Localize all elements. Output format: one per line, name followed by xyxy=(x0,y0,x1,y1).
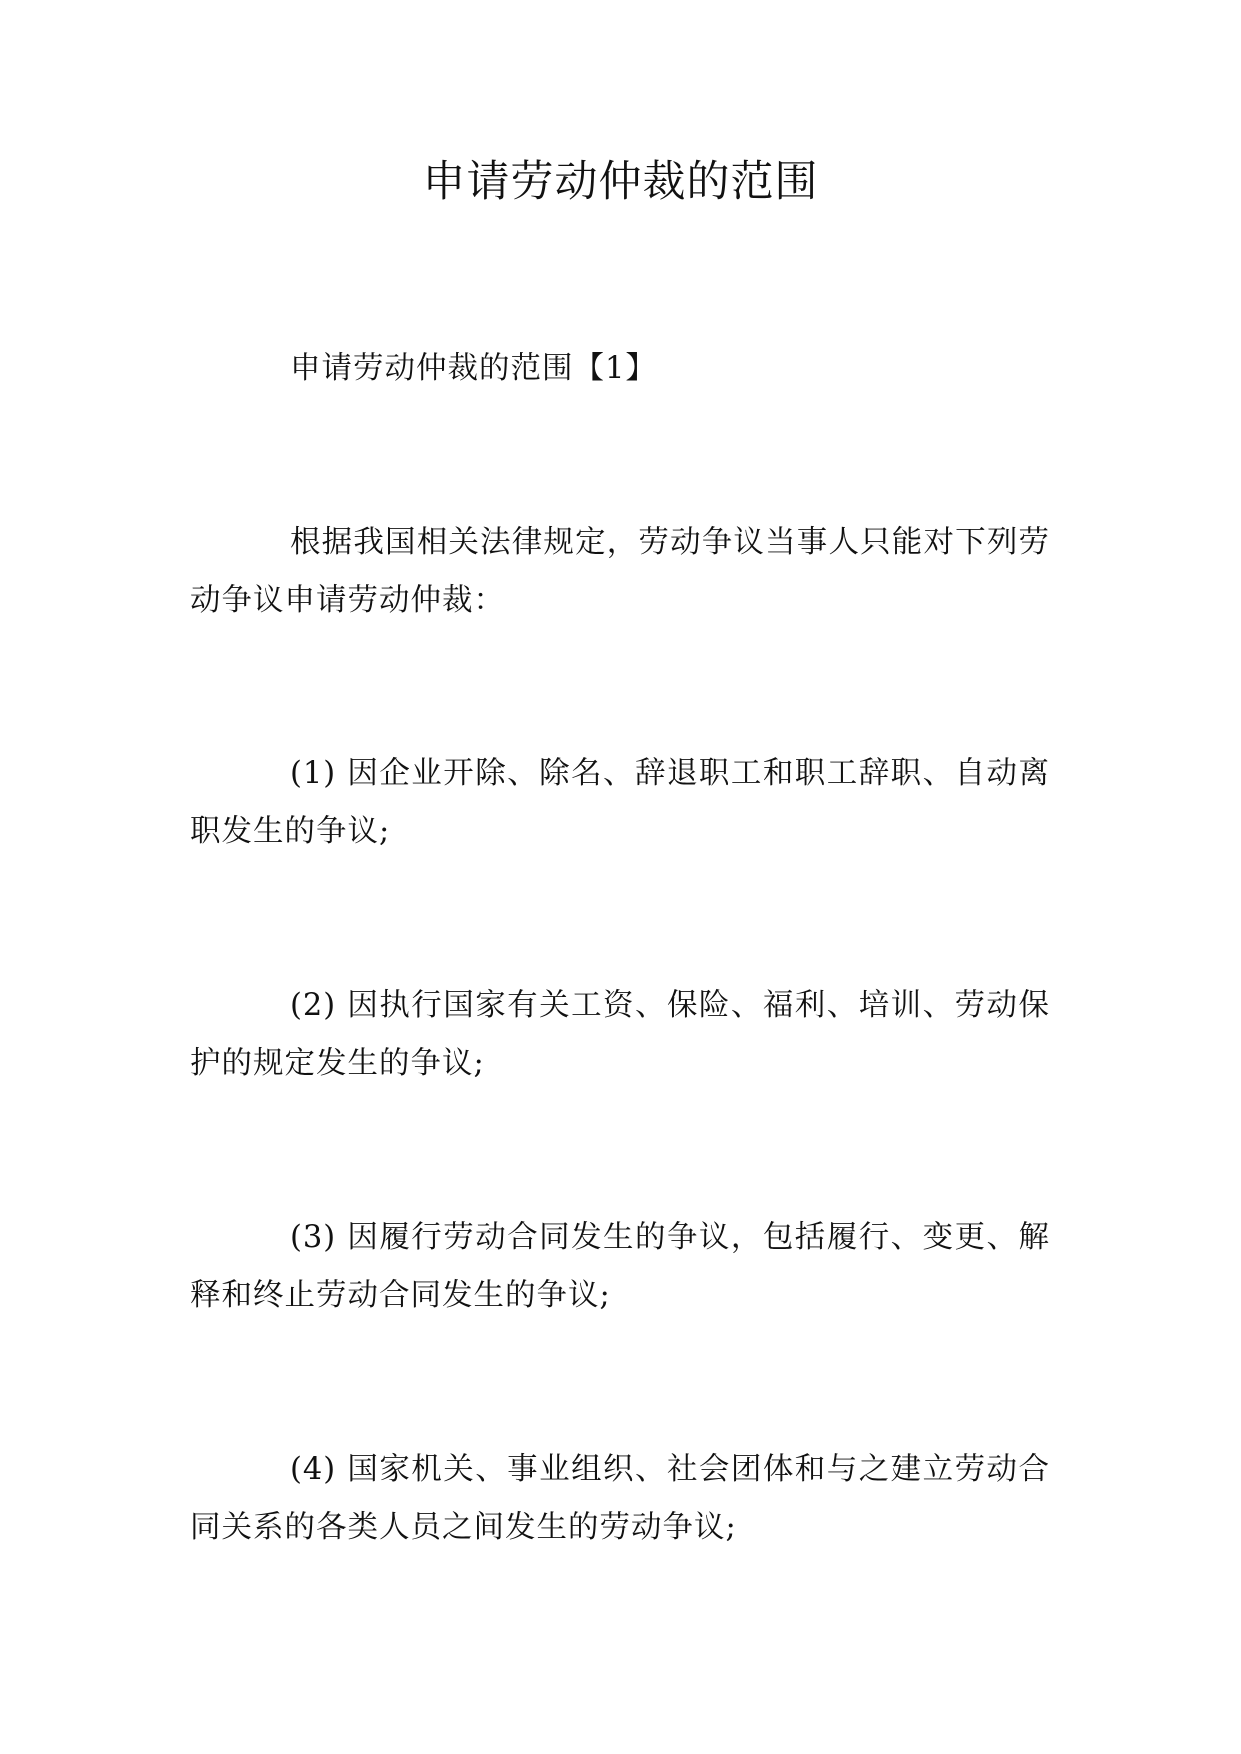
list-item: (2) 因执行国家有关工资、保险、福利、培训、劳动保护的规定发生的争议; xyxy=(190,988,1050,1081)
section-heading: 申请劳动仲裁的范围【1】 xyxy=(290,351,657,386)
document-title: 申请劳动仲裁的范围 xyxy=(422,157,819,207)
list-item: (1) 因企业开除、除名、辞退职工和职工辞职、自动离职发生的争议; xyxy=(190,756,1050,849)
list-item: (4) 国家机关、事业组织、社会团体和与之建立劳动合同关系的各类人员之间发生的劳动争议; xyxy=(190,1452,1050,1545)
list-item: (3) 因履行劳动合同发生的争议，包括履行、变更、解释和终止劳动合同发生的争议; xyxy=(190,1220,1050,1313)
intro-paragraph: 根据我国相关法律规定，劳动争议当事人只能对下列劳动争议申请劳动仲裁： xyxy=(190,525,1050,618)
